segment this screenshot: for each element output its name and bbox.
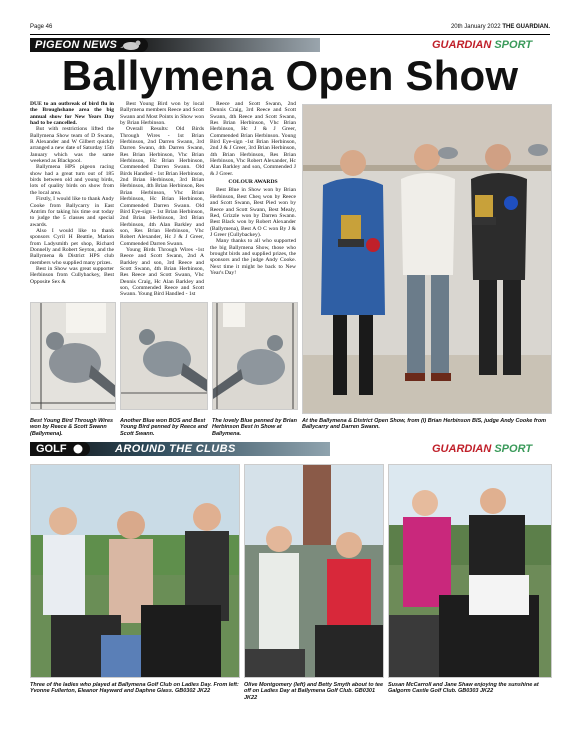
pigeon-news-bar <box>30 38 320 52</box>
golf-photo-1-illustration <box>31 465 240 678</box>
brand-guardian-2: GUARDIAN <box>432 443 492 455</box>
section-label-text: PIGEON NEWS <box>35 39 118 51</box>
article-paragraph: Also I would like to thank sponsors Cyril H Beattie, Marion from Ladysmith pet shop, Richard Donnelly and Robert Seyton, and the Ballymena & District HPS club members who supplied many prizes. <box>30 227 114 266</box>
pigeon-caption-1: Best Young Bird Through Wires won by Reece & Scott Swann (Ballymena). <box>30 418 114 437</box>
brand-guardian: GUARDIAN <box>432 39 492 51</box>
section-label <box>30 38 148 52</box>
paper-name: THE GUARDIAN. <box>502 24 550 30</box>
issue-date: 20th January 2022 <box>450 24 501 30</box>
article-paragraph: Best Young Bird won by local Ballymena members Reece and Scott Swann and Most Points in Show won by Brian Herbinson. <box>120 101 204 127</box>
article-col-3 <box>210 101 296 276</box>
page-number: Page 46 <box>30 24 53 30</box>
pigeon-caption-2: Another Blue won BOS and Best Young Bird penned by Reece and Scott Swann. <box>120 418 208 437</box>
golf-photo-2 <box>244 464 384 678</box>
golf-caption-3: Susan McCarroll and Jane Shaw enjoying the sunshine at Galgorm Castle Golf Club. GB0303 JK22 <box>388 682 539 695</box>
pigeon-caption-3: The lovely Blue penned by Brian Herbinson Best in Show at Ballymena. <box>212 418 297 437</box>
brand-sport-2: SPORT <box>494 443 533 455</box>
main-photo-caption: At the Ballymena & District Open Show, from (l) Brian Herbinson BIS, judge Andy Cooke from Ballycarry and Darren Swann. <box>302 418 547 431</box>
pigeon-photo-1-illustration <box>31 303 116 410</box>
issue-info <box>451 24 550 30</box>
golf-caption-1: Three of the ladies who played at Ballymena Golf Club on Ladies Day. From left: Yvonne Fullerton, Eleanor Hayward and Daphne Glass. GB0302 JK22 <box>30 682 239 695</box>
golf-label <box>30 442 90 456</box>
article-col-2 <box>120 101 204 298</box>
guardian-sport-logo-2 <box>432 443 532 455</box>
golf-photo-3 <box>388 464 552 678</box>
article-subheading: COLOUR AWARDS <box>228 179 278 186</box>
pigeon-photo-2 <box>120 302 208 410</box>
brand-sport: SPORT <box>494 39 533 51</box>
article-paragraph: Best Blue in Show won by Brian Herbinson, Best Cheq won by Reece and Scott Swann, Best Pied won by Reece and Scott Swann, Best Mealy, Red, Grizzle won by Darren Swann. Best Black won by Robert Alexander (Ballymena), Best A O C won By J & J Greer (Cullybackey). <box>210 187 296 238</box>
main-group-photo <box>302 104 552 414</box>
around-the-clubs-title: AROUND THE CLUBS <box>115 443 236 455</box>
article-paragraph: Many thanks to all who supported the big Ballymena Show, those who brought birds and supplied prizes, the sponsors and the judge Andy Cooke. Next time it might be back to New Year's Day! <box>210 238 296 276</box>
pigeon-photo-2-illustration <box>121 303 208 410</box>
article-paragraph: Reece and Scott Swann, 2nd Dennis Craig, 3rd Reece and Scott Swann, 4th Reece and Scott Swann, Res Brian Herbinson, Vhc Brian Herbinson, Hc J & J Greer, Commended Brian Herbinson. Young Bird Eye-sign -1st Brian Herbinson, 2nd J & J Greer, 3rd Brian Herbinson, 4th Brian Herbinson, Res Brian Herbinson, Vhc Robert Alexander, Hc Alan Barkley and son, Commended J & J Greer. <box>210 101 296 177</box>
golf-photo-3-illustration <box>389 465 552 678</box>
pigeon-icon <box>120 39 142 51</box>
pigeon-photo-3-illustration <box>213 303 298 410</box>
article-paragraph: Best in Show was great supporter Herbinson from Cullybackey, Best Opposite Sex & <box>30 265 114 285</box>
golf-photo-2-illustration <box>245 465 384 678</box>
golf-section-bar <box>30 442 330 456</box>
article-paragraph: Ballymena HPS pigeon racing show had a great turn out of 185 birds between old and young birds, lots of quality birds on show from the local area. <box>30 164 114 196</box>
golf-label-text: GOLF <box>36 443 67 455</box>
headline: Ballymena Open Show <box>61 52 519 99</box>
pigeon-photo-1 <box>30 302 116 410</box>
article-paragraph: But with restrictions lifted the Ballymena Show team of D Swann, R Alexander and W Gilbert quickly arranged a new date of Saturday 15th January which was the same weekend as Blackpool. <box>30 126 114 165</box>
article-paragraph: Young Birds Through Wires -1st Reece and Scott Swann, 2nd A Barkley and son, 3rd Reece and Scott Swann, 4th Brian Herbinson, Res Reece and Scott Swann, Vhc Dennis Craig, Hc Alan Barkley and son, Commended Reece and Scott Swann. Young Bird Handled - 1st <box>120 246 204 298</box>
article-paragraph: Firstly, I would like to thank Andy Cooke from Ballycarry in East Antrim for taking his time out today to judge the 5 classes and special awards. <box>30 196 114 228</box>
group-photo-illustration <box>303 105 552 414</box>
pigeon-photo-3 <box>212 302 298 410</box>
golf-photo-1 <box>30 464 240 678</box>
article-lead: DUE to an outbreak of bird flu in the Broughshane area the big annual show for New Years Day had to be cancelled. <box>30 101 114 127</box>
page-header <box>30 24 550 34</box>
golf-caption-2: Olive Montgomery (left) and Betty Smyth about to tee off on Ladies Day at Ballymena Golf Club. GB0301 JK22 <box>244 682 384 701</box>
guardian-sport-logo <box>432 39 532 51</box>
article-col-1 <box>30 101 114 285</box>
article-paragraph: Overall Results: Old Birds Through Wires - 1st Brian Herbinson, 2nd Darren Swann, 3rd Darren Swann, 4th Darren Swann, Res Brian Herbinson, Vhc Brian Herbinson, Hc Brian Herbinson, Commended Darren Swann. Old Birds Handled - 1st Brian Herbinson, 2nd Brian Herbinson, 3rd Brian Herbinson, 4th Brian Herbinson, Res Brian Herbinson, Vhc Brian Herbinson, Hc Brian Herbinson, Commended Darren Swann. Old Bird Eye-sign - 1st Brian Herbinson, 2nd Brian Herbinson, 3rd Brian Herbinson, 4th Alan Barkley and son, Res Brian Herbinson, Vhc Robert Alexander, Hc J & J Greer, Commended Darren Swann. <box>120 126 204 247</box>
golf-ball-icon <box>70 444 86 454</box>
header-rule <box>30 34 550 35</box>
